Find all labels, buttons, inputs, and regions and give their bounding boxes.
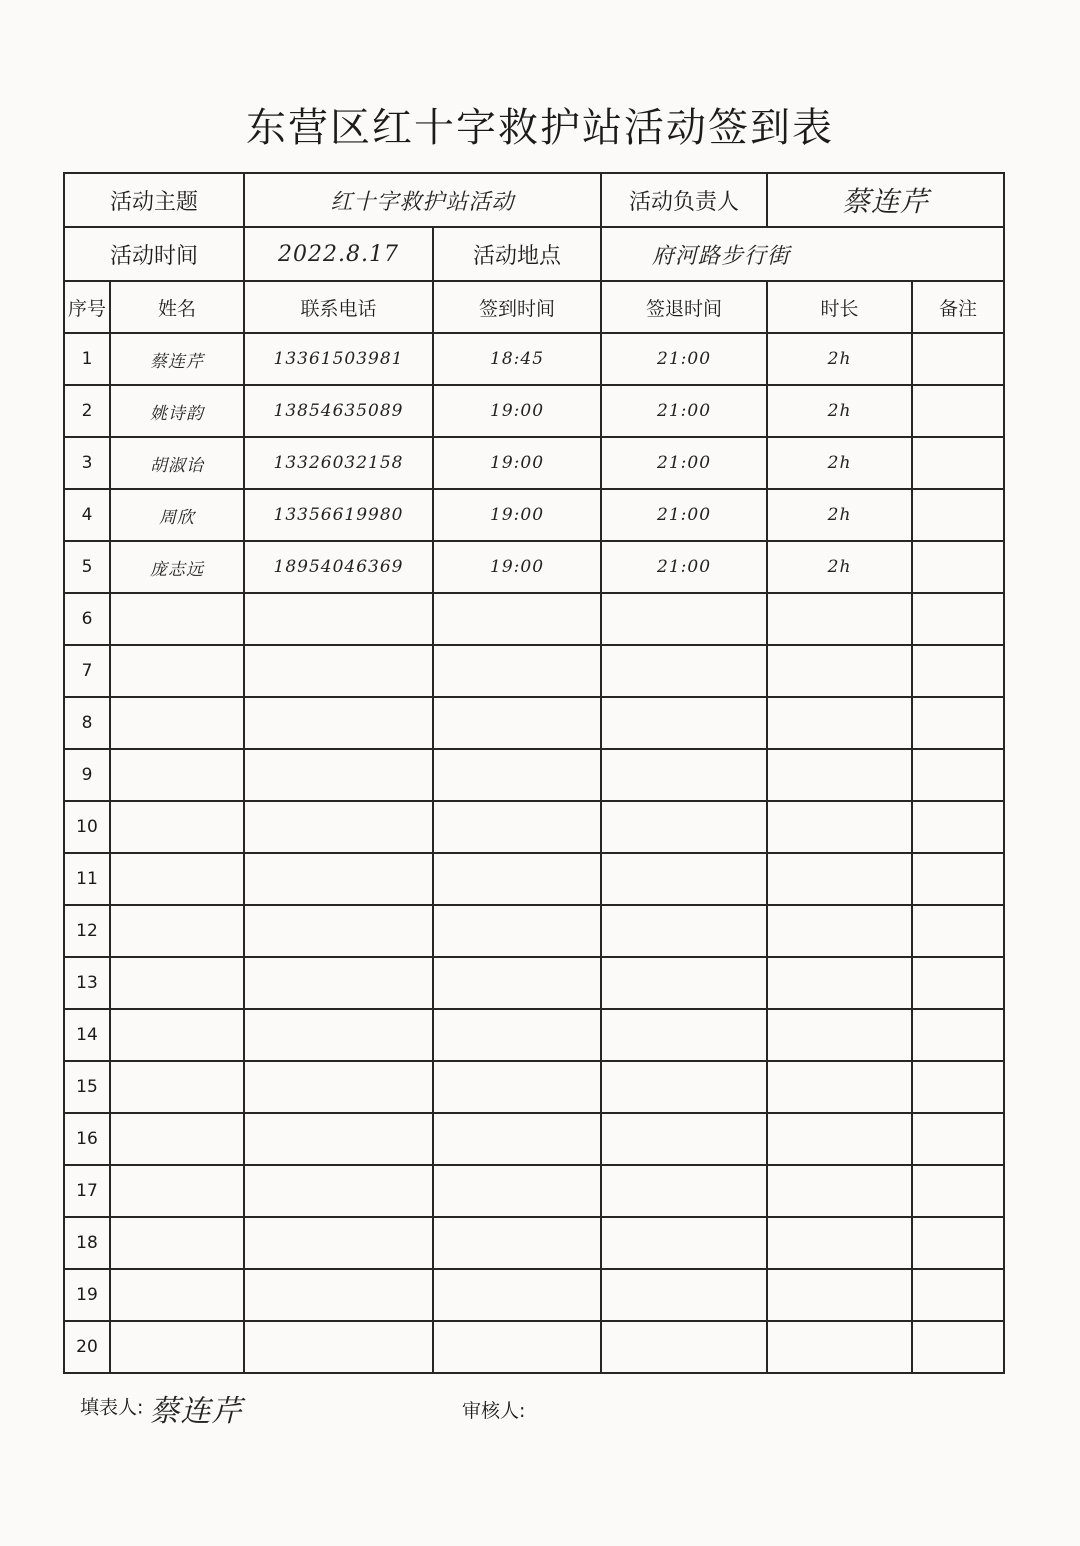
row-number: 7 (64, 645, 110, 697)
signout-cell (601, 697, 767, 749)
place-label: 活动地点 (433, 227, 601, 281)
signout-cell (601, 593, 767, 645)
signin-cell (433, 593, 601, 645)
table-row (64, 1165, 1004, 1217)
signin-cell (433, 645, 601, 697)
row-number: 17 (64, 1165, 110, 1217)
name-cell (110, 1113, 244, 1165)
name-cell (110, 1269, 244, 1321)
row-number: 14 (64, 1009, 110, 1061)
row-number: 20 (64, 1321, 110, 1373)
note-cell (912, 1321, 1004, 1373)
row-number: 9 (64, 749, 110, 801)
note-cell (912, 801, 1004, 853)
signin-cell (433, 905, 601, 957)
table-row (64, 905, 1004, 957)
signin-cell (433, 801, 601, 853)
time-label: 活动时间 (64, 227, 244, 281)
name-cell: 周欣 (110, 489, 244, 541)
signout-cell (601, 1217, 767, 1269)
signout-cell (601, 1269, 767, 1321)
duration-cell: 2h (767, 333, 912, 385)
signin-cell (433, 957, 601, 1009)
row-number: 3 (64, 437, 110, 489)
duration-cell (767, 905, 912, 957)
table-row (64, 437, 1004, 489)
phone-cell: 13356619980 (244, 489, 433, 541)
name-cell (110, 853, 244, 905)
duration-cell (767, 1009, 912, 1061)
table-row (64, 645, 1004, 697)
table-row (64, 1269, 1004, 1321)
signin-cell (433, 1321, 601, 1373)
phone-cell (244, 1165, 433, 1217)
phone-cell (244, 905, 433, 957)
name-cell: 胡淑诒 (110, 437, 244, 489)
filler-label: 填表人: (80, 1396, 144, 1419)
phone-cell: 13361503981 (244, 333, 433, 385)
duration-cell (767, 645, 912, 697)
table-row (64, 801, 1004, 853)
table-row (64, 957, 1004, 1009)
name-cell (110, 801, 244, 853)
note-cell (912, 1217, 1004, 1269)
row-number: 5 (64, 541, 110, 593)
name-cell (110, 593, 244, 645)
note-cell (912, 333, 1004, 385)
note-cell (912, 593, 1004, 645)
table-row (64, 541, 1004, 593)
duration-cell: 2h (767, 437, 912, 489)
phone-cell: 13326032158 (244, 437, 433, 489)
name-cell: 姚诗韵 (110, 385, 244, 437)
table-row (64, 1217, 1004, 1269)
duration-cell (767, 1269, 912, 1321)
duration-cell: 2h (767, 385, 912, 437)
phone-cell (244, 1009, 433, 1061)
header-row-topic (64, 173, 1004, 227)
name-cell: 蔡连芹 (110, 333, 244, 385)
name-cell (110, 749, 244, 801)
signin-cell (433, 1113, 601, 1165)
table-row (64, 697, 1004, 749)
row-number: 18 (64, 1217, 110, 1269)
signin-cell: 19:00 (433, 385, 601, 437)
phone-cell (244, 697, 433, 749)
col-header-name: 姓名 (110, 281, 244, 333)
signout-cell (601, 749, 767, 801)
signin-cell (433, 1217, 601, 1269)
note-cell (912, 853, 1004, 905)
leader-value: 蔡连芹 (767, 173, 1004, 227)
filler-field (80, 1386, 242, 1430)
table-row (64, 1113, 1004, 1165)
signin-cell (433, 1061, 601, 1113)
signin-cell: 19:00 (433, 489, 601, 541)
topic-label: 活动主题 (64, 173, 244, 227)
phone-cell (244, 1061, 433, 1113)
col-header-signin: 签到时间 (433, 281, 601, 333)
row-number: 6 (64, 593, 110, 645)
name-cell (110, 957, 244, 1009)
name-cell (110, 1321, 244, 1373)
duration-cell: 2h (767, 489, 912, 541)
signout-cell (601, 1321, 767, 1373)
note-cell (912, 1009, 1004, 1061)
signout-cell: 21:00 (601, 541, 767, 593)
signout-cell (601, 1061, 767, 1113)
note-cell (912, 1061, 1004, 1113)
table-row (64, 853, 1004, 905)
note-cell (912, 749, 1004, 801)
signin-cell (433, 697, 601, 749)
signout-cell (601, 1009, 767, 1061)
note-cell (912, 1113, 1004, 1165)
row-number: 11 (64, 853, 110, 905)
table-row (64, 1009, 1004, 1061)
table-row (64, 749, 1004, 801)
phone-cell (244, 1269, 433, 1321)
duration-cell (767, 1217, 912, 1269)
signout-cell (601, 905, 767, 957)
phone-cell: 13854635089 (244, 385, 433, 437)
signin-cell: 19:00 (433, 437, 601, 489)
row-number: 15 (64, 1061, 110, 1113)
note-cell (912, 1269, 1004, 1321)
signout-cell (601, 1165, 767, 1217)
note-cell (912, 541, 1004, 593)
duration-cell (767, 1321, 912, 1373)
phone-cell (244, 1113, 433, 1165)
row-number: 13 (64, 957, 110, 1009)
row-number: 4 (64, 489, 110, 541)
topic-value: 红十字救护站活动 (244, 173, 601, 227)
signin-cell (433, 749, 601, 801)
phone-cell (244, 801, 433, 853)
signout-cell: 21:00 (601, 489, 767, 541)
table-row (64, 385, 1004, 437)
note-cell (912, 1165, 1004, 1217)
col-header-no: 序号 (64, 281, 110, 333)
filler-signature: 蔡连芹 (149, 1394, 243, 1429)
col-header-note: 备注 (912, 281, 1004, 333)
row-number: 8 (64, 697, 110, 749)
phone-cell (244, 1217, 433, 1269)
table-row (64, 1061, 1004, 1113)
duration-cell (767, 801, 912, 853)
note-cell (912, 957, 1004, 1009)
phone-cell (244, 645, 433, 697)
note-cell (912, 905, 1004, 957)
table-row (64, 333, 1004, 385)
name-cell (110, 1217, 244, 1269)
name-cell (110, 1061, 244, 1113)
reviewer-label: 审核人: (462, 1400, 526, 1422)
signout-cell: 21:00 (601, 437, 767, 489)
signout-cell (601, 1113, 767, 1165)
signin-cell (433, 1009, 601, 1061)
duration-cell (767, 697, 912, 749)
name-cell (110, 697, 244, 749)
signin-cell (433, 1165, 601, 1217)
signout-cell: 21:00 (601, 385, 767, 437)
time-value: 2022.8.17 (244, 227, 433, 281)
name-cell (110, 1165, 244, 1217)
sign-in-table (63, 172, 1005, 1374)
phone-cell (244, 749, 433, 801)
row-number: 2 (64, 385, 110, 437)
row-number: 1 (64, 333, 110, 385)
duration-cell (767, 1113, 912, 1165)
table-row (64, 489, 1004, 541)
table-row (64, 1321, 1004, 1373)
column-header-row (64, 281, 1004, 333)
signout-cell: 21:00 (601, 333, 767, 385)
name-cell (110, 1009, 244, 1061)
duration-cell (767, 593, 912, 645)
phone-cell (244, 853, 433, 905)
duration-cell (767, 1061, 912, 1113)
col-header-phone: 联系电话 (244, 281, 433, 333)
phone-cell (244, 593, 433, 645)
phone-cell (244, 1321, 433, 1373)
name-cell (110, 645, 244, 697)
note-cell (912, 489, 1004, 541)
signin-cell: 19:00 (433, 541, 601, 593)
row-number: 16 (64, 1113, 110, 1165)
signout-cell (601, 645, 767, 697)
col-header-signout: 签退时间 (601, 281, 767, 333)
col-header-duration: 时长 (767, 281, 912, 333)
duration-cell (767, 853, 912, 905)
reviewer-field (462, 1396, 525, 1423)
row-number: 10 (64, 801, 110, 853)
leader-label: 活动负责人 (601, 173, 767, 227)
place-value: 府河路步行街 (601, 227, 1004, 281)
signout-cell (601, 801, 767, 853)
note-cell (912, 697, 1004, 749)
phone-cell (244, 957, 433, 1009)
row-number: 19 (64, 1269, 110, 1321)
signin-cell (433, 1269, 601, 1321)
duration-cell: 2h (767, 541, 912, 593)
header-row-time (64, 227, 1004, 281)
page-title: 东营区红十字救护站活动签到表 (246, 105, 834, 151)
note-cell (912, 385, 1004, 437)
note-cell (912, 645, 1004, 697)
signout-cell (601, 853, 767, 905)
table-row (64, 593, 1004, 645)
duration-cell (767, 957, 912, 1009)
name-cell (110, 905, 244, 957)
phone-cell: 18954046369 (244, 541, 433, 593)
note-cell (912, 437, 1004, 489)
signin-cell: 18:45 (433, 333, 601, 385)
row-number: 12 (64, 905, 110, 957)
signout-cell (601, 957, 767, 1009)
duration-cell (767, 749, 912, 801)
name-cell: 庞志远 (110, 541, 244, 593)
duration-cell (767, 1165, 912, 1217)
signin-cell (433, 853, 601, 905)
